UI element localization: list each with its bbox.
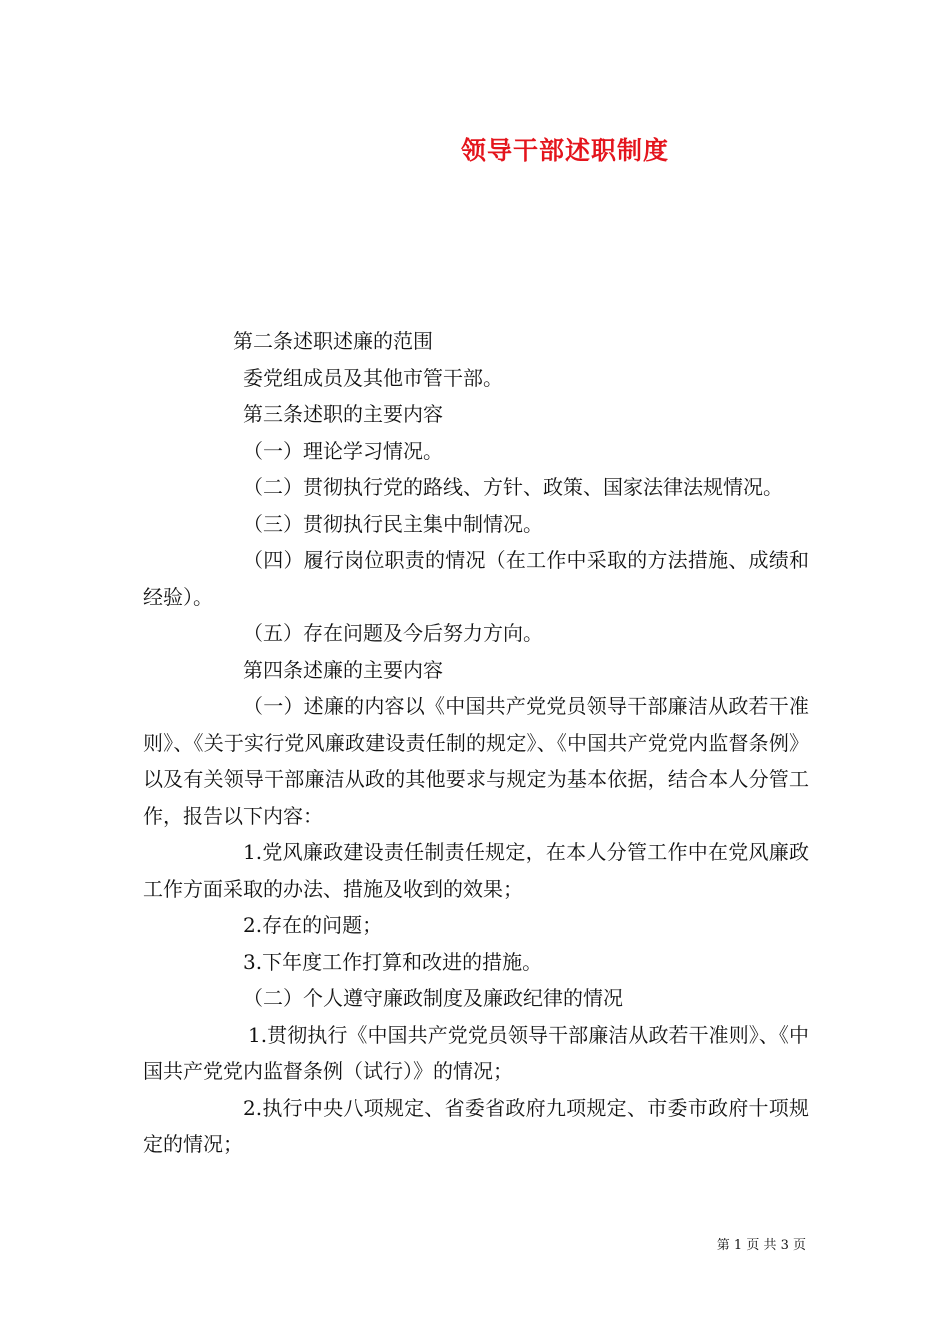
document-body	[143, 323, 809, 1163]
paragraph-item: （一）述廉的内容以《中国共产党党员领导干部廉洁从政若干准则》、《关于实行党风廉政建设责任制的规定》、《中国共产党党内监督条例》以及有关领导干部廉洁从政的其他要求与规定为基本依据，结合本人分管工作，报告以下内容：	[143, 694, 809, 828]
paragraph-item: （四）履行岗位职责的情况（在工作中采取的方法措施、成绩和经验）。	[143, 548, 809, 609]
paragraph-subitem: 1.贯彻执行《中国共产党党员领导干部廉洁从政若干准则》、《中国共产党党内监督条例（试行）》的情况；	[143, 1022, 809, 1083]
paragraph-article-3: 第三条述职的主要内容	[243, 402, 443, 426]
paragraph-subitem: 1.党风廉政建设责任制责任规定，在本人分管工作中在党风廉政工作方面采取的办法、措施及收到的效果；	[143, 840, 809, 901]
paragraph-item: （二）个人遵守廉政制度及廉政纪律的情况	[243, 986, 623, 1010]
paragraph-scope: 委党组成员及其他市管干部。	[243, 365, 503, 390]
page-number-footer: 第 1 页 共 3 页	[716, 1238, 806, 1253]
paragraph-item: （三）贯彻执行民主集中制情况。	[243, 511, 543, 536]
document-title: 领导干部述职制度	[460, 136, 669, 165]
paragraph-subitem: 2.执行中央八项规定、省委省政府九项规定、市委市政府十项规定的情况；	[143, 1095, 809, 1156]
paragraph-article-2: 第二条述职述廉的范围	[233, 329, 433, 353]
paragraph-item: （五）存在问题及今后努力方向。	[243, 621, 543, 645]
paragraph-item: （一）理论学习情况。	[243, 438, 443, 463]
paragraph-subitem: 3.下年度工作打算和改进的措施。	[243, 949, 543, 974]
paragraph-subitem: 2.存在的问题；	[243, 913, 383, 937]
paragraph-item: （二）贯彻执行党的路线、方针、政策、国家法律法规情况。	[243, 475, 783, 499]
paragraph-article-4: 第四条述廉的主要内容	[243, 657, 443, 682]
